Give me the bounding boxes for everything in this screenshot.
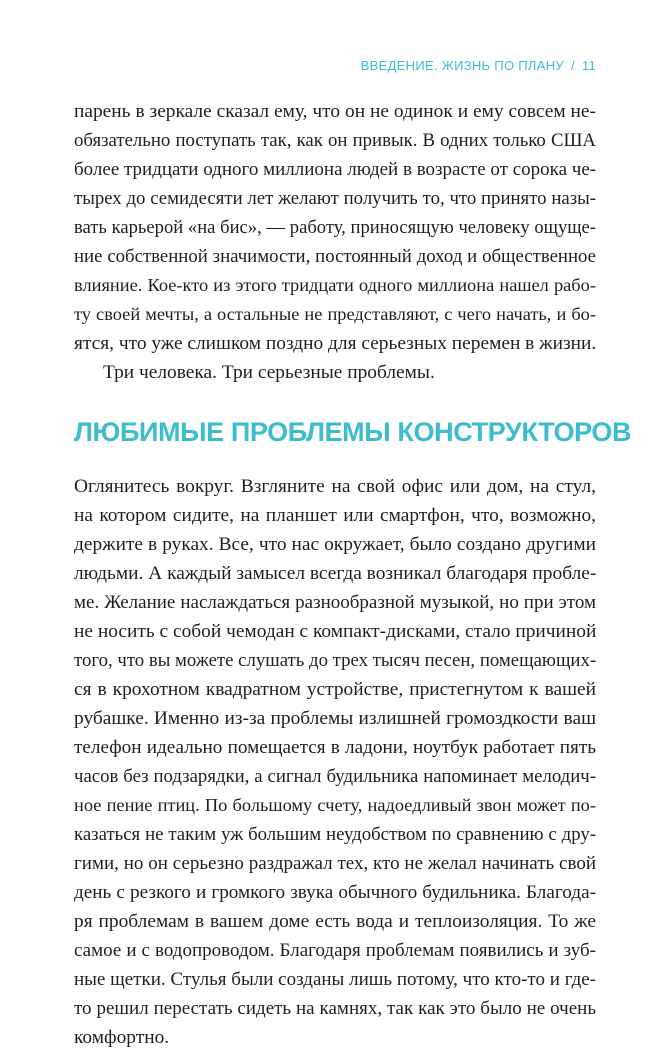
page-body (74, 97, 632, 1052)
text-line: ние собственной значимости, постоянный доход и общественное (74, 246, 596, 267)
text-line: день с резкого и громкого звука обычного будильника. Благода- (74, 882, 596, 903)
text-line: парень в зеркале сказал ему, что он не одинок и ему совсем не- (74, 101, 596, 122)
text-line: то решил перестать сидеть на камнях, так как это было не очень (74, 998, 596, 1019)
text-line: более тридцати одного миллиона людей в возрасте от сорока че- (74, 159, 597, 180)
text-line: ся в крохотном квадратном устройстве, пристегнутом к вашей (74, 679, 596, 700)
header-separator: / (570, 58, 575, 73)
text-line: ятся, что уже слишком поздно для серьезных перемен в жизни. (74, 333, 597, 354)
text-line: ря проблемам в вашем доме есть вода и теплоизоляция. То же (74, 911, 596, 932)
short-paragraph: Три человека. Три серьезные проблемы. (103, 362, 435, 383)
text-line: рубашке. Именно из-за проблемы излишней громоздкости ваш (74, 708, 596, 729)
text-line: держите в руках. Все, что нас окружает, было создано другими (74, 534, 596, 555)
text-line: не носить с собой чемодан с компакт-дисками, стало причиной (74, 621, 597, 642)
text-line: ту своей мечты, а остальные не представляют, с чего начать, и бо- (74, 304, 596, 324)
section-title: ВВЕДЕНИЕ. ЖИЗНЬ ПО ПЛАНУ (360, 58, 564, 73)
text-line: гими, но он серьезно раздражал тех, кто не желал начинать свой (74, 853, 596, 874)
page-number: 11 (581, 58, 596, 73)
section-heading: ЛЮБИМЫЕ ПРОБЛЕМЫ КОНСТРУКТОРОВ (74, 417, 632, 447)
text-line: того, что вы можете слушать до трех тысяч песен, помещающих- (74, 650, 597, 671)
text-line: ное пение птиц. По большому счету, надоедливый звон может по- (74, 795, 596, 815)
text-line: часов без подзарядки, а сигнал будильника напоминает мелодич- (74, 766, 596, 787)
text-line: на котором сидите, на планшет или смартфон, что, возможно, (74, 505, 596, 526)
text-line: обязательно поступать так, как он привык. В одних только США (74, 130, 596, 151)
text-line: людьми. А каждый замысел всегда возникал благодаря пробле- (74, 563, 597, 584)
text-line: ме. Желание наслаждаться разнообразной музыкой, но при этом (74, 592, 596, 613)
text-line: телефон идеально помещается в ладони, ноутбук работает пять (74, 737, 596, 758)
text-line: самое и с водопроводом. Благодаря проблемам появились и зуб- (74, 940, 596, 961)
text-line: комфортно. (74, 1027, 170, 1048)
text-line: казаться не таким уж большим неудобством по сравнению с дру- (74, 824, 596, 845)
text-line: ные щетки. Стулья были созданы лишь потому, что кто-то и где- (74, 969, 596, 990)
text-line: тырех до семидесяти лет желают получить то, что принято назы- (74, 188, 596, 209)
text-line: вать карьерой «на бис», — работу, приносящую человеку ощуще- (74, 217, 596, 238)
paragraph-continued (74, 97, 596, 358)
text-line: влияние. Кое-кто из этого тридцати одного миллиона нашел рабо- (74, 275, 596, 295)
running-head (361, 58, 596, 73)
text-line: Оглянитесь вокруг. Взгляните на свой офис или дом, на стул, (74, 476, 596, 497)
paragraph-main (74, 472, 596, 1052)
